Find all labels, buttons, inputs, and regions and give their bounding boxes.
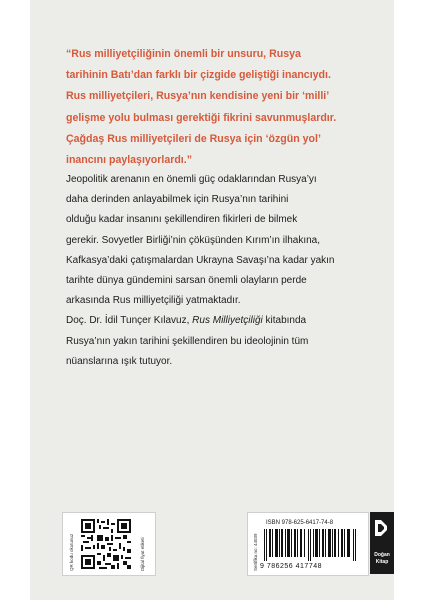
dogan-kitap-logo-icon: [375, 520, 389, 536]
pull-quote: [66, 44, 372, 171]
quote-line: Rus milliyetçileri, Rusya’nın kendisine yeni bir ‘milli’: [66, 90, 330, 103]
publisher-name-line1: Doğan: [374, 552, 390, 558]
quote-line: Çağdaş Rus milliyetçileri de Rusya için ‘özgün yol’: [66, 132, 321, 145]
blurb-line: Rusya’nın yakın tarihini şekillendiren bu ideolojinin tüm: [66, 335, 309, 347]
blurb-line: daha derinden anlayabilmek için Rusya’nın tarihini: [66, 194, 289, 206]
blurb-text: [66, 170, 372, 372]
blurb-line: Kafkasya’daki çatışmalardan Ukrayna Savaşı’na kadar yakın: [66, 254, 335, 266]
isbn-label: ISBN 978-625-6417-74-8: [266, 520, 334, 526]
blurb-line: tarihte dünya gündemini sarsan önemli olayların perde: [66, 275, 307, 287]
barcode-number: 9 786256 417748: [260, 563, 322, 570]
blurb-line: gerekir. Sovyetler Birliği’nin çöküşünden Kırım’ın ilhakına,: [66, 234, 321, 246]
certificate-number: Sertifika no: 44039: [253, 533, 258, 571]
qr-caption-left: QR kodu okutunuz: [69, 533, 74, 571]
quote-line: tarihinin Batı’dan farklı bir çizgide geliştiği inancıydı.: [66, 69, 331, 82]
quote-line: gelişme yolu bulması gerektiği fikrini savunmuşlardır.: [66, 111, 337, 124]
quote-line: inancını paylaşıyorlardı.”: [66, 154, 192, 167]
isbn-panel: [247, 512, 369, 576]
publisher-logo: [370, 512, 394, 574]
blurb-line: nüanslarına ışık tutuyor.: [66, 355, 173, 367]
blurb-line-author: [66, 311, 372, 331]
qr-code-icon[interactable]: [81, 519, 131, 569]
quote-line: “Rus milliyetçiliğinin önemli bir unsuru, Rusya: [66, 48, 301, 60]
author-text: Doç. Dr. İdil Tunçer Kılavuz,: [66, 315, 193, 327]
blurb-line: Jeopolitik arenanın en önemli güç odaklarından Rusya’yı: [66, 174, 317, 185]
qr-caption-right: Dijital fiyat etiketi: [140, 537, 145, 571]
publisher-name-line2: Kitap: [375, 559, 389, 565]
book-title: Rus Milliyetçiliği: [192, 315, 263, 327]
blurb-suffix: kitabında: [262, 315, 307, 327]
price-qr-panel: [62, 512, 156, 576]
barcode-icon: [264, 529, 356, 561]
blurb-line: olduğu kadar insanını şekillendiren fikirleri de bilmek: [66, 214, 298, 226]
blurb-line: arkasında Rus milliyetçiliği yatmaktadır.: [66, 295, 241, 307]
